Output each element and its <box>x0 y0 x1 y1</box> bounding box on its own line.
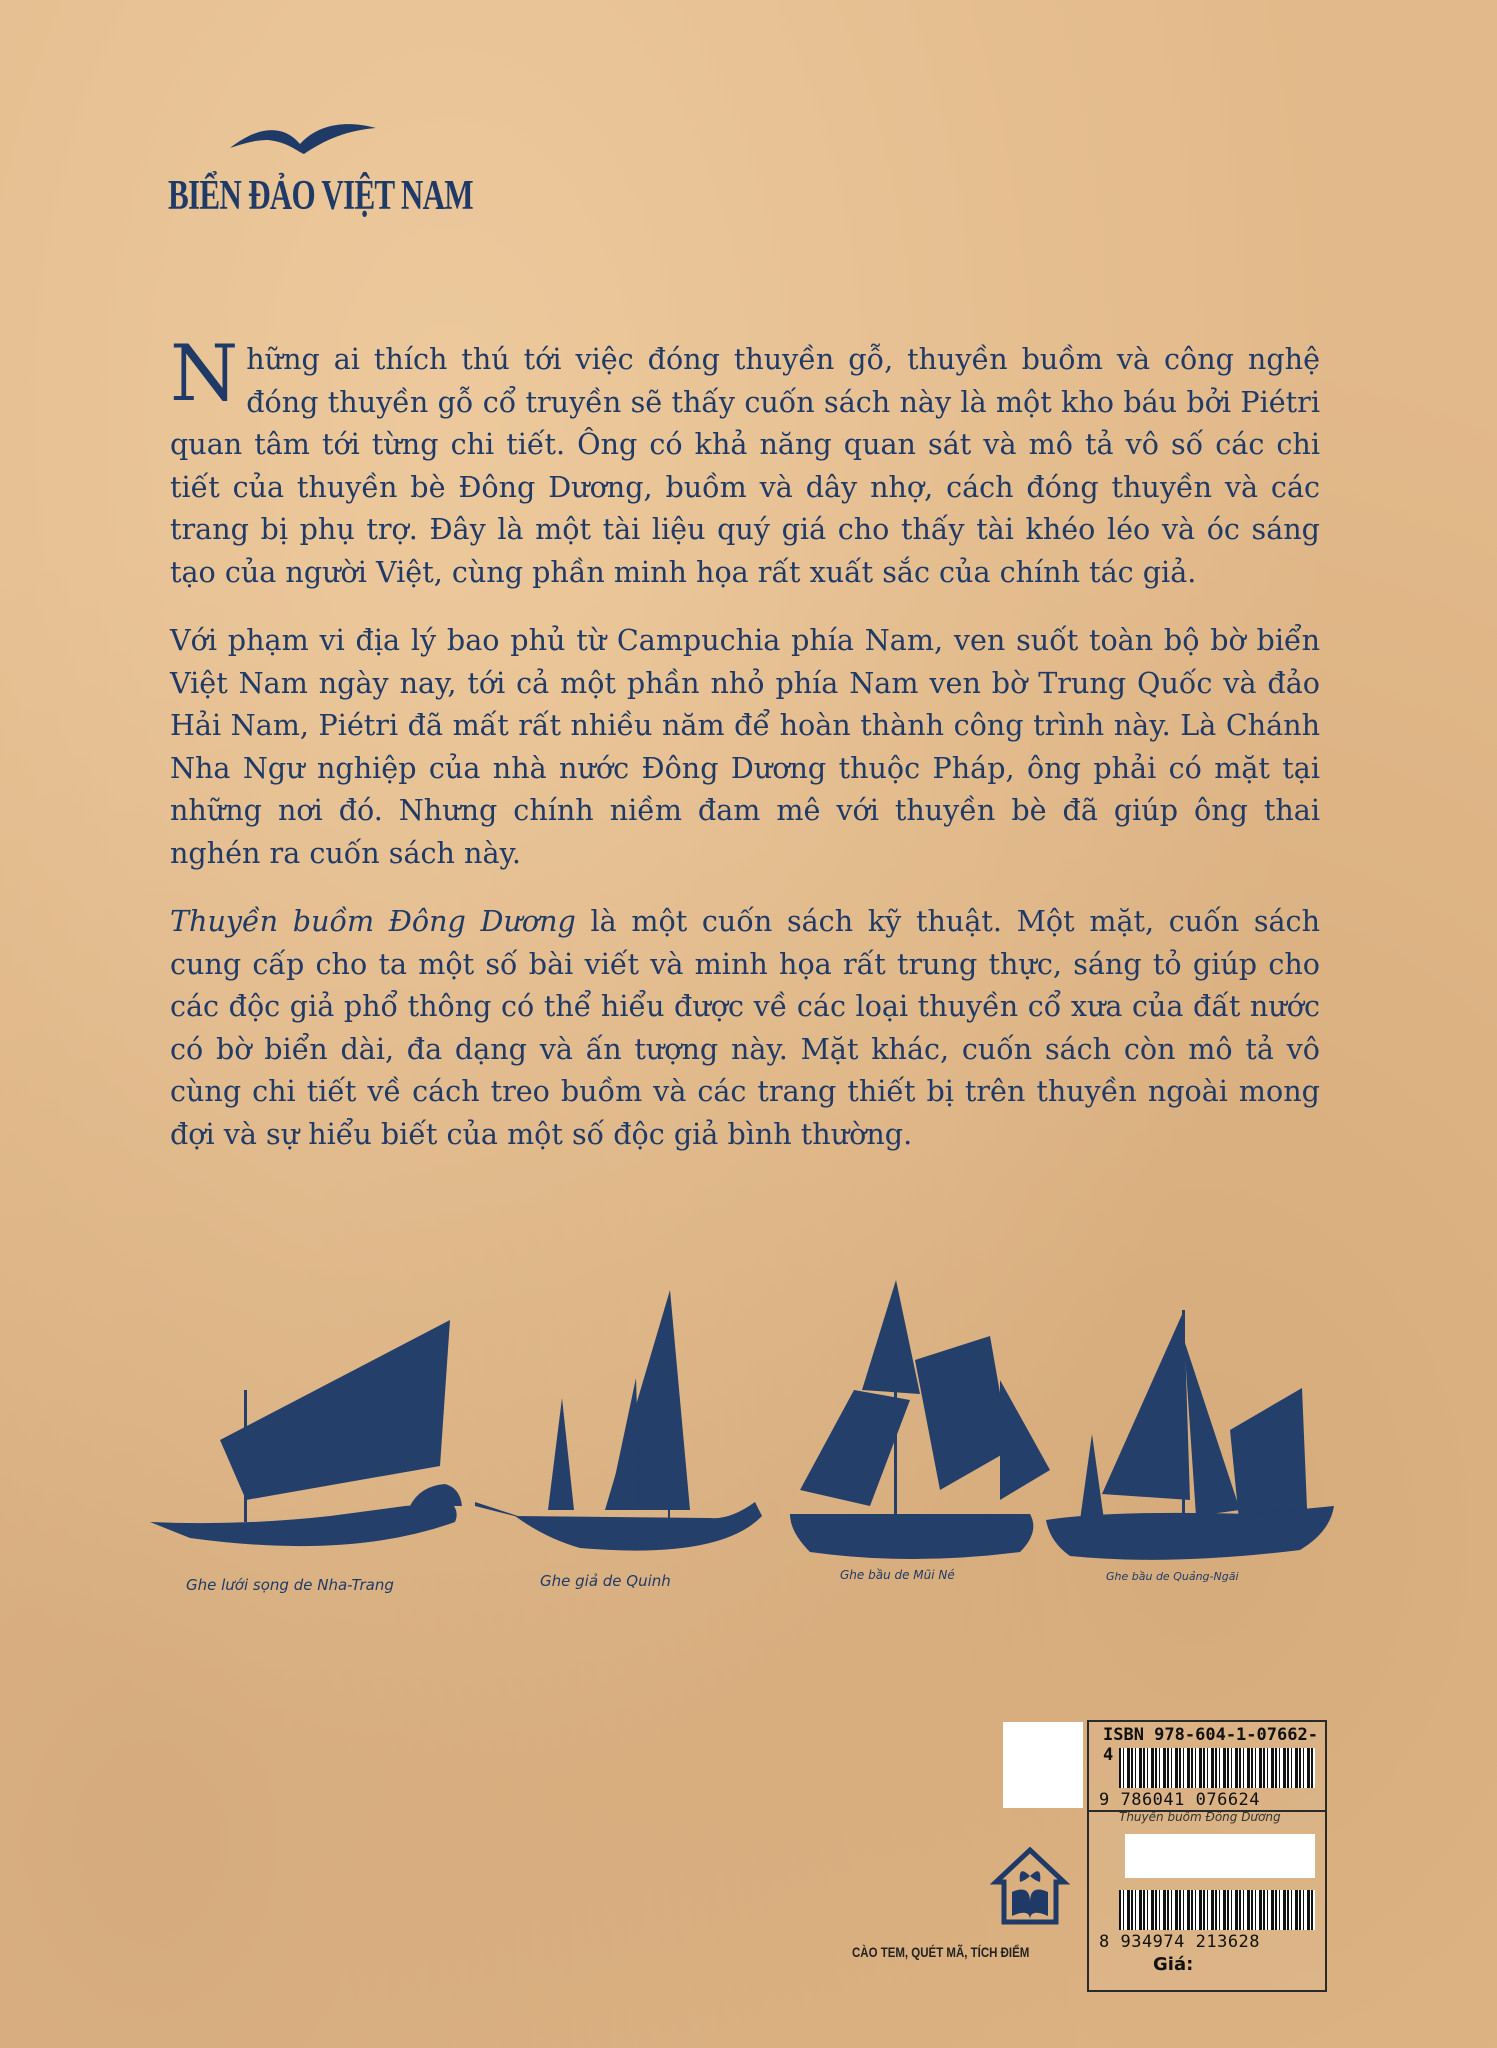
logo-text: BIỂN ĐẢO VIỆT NAM <box>168 173 473 219</box>
ean-barcode <box>1119 1890 1315 1930</box>
book-title-italic: Thuyền buồm Đông Dương <box>170 904 576 938</box>
boat-4-illustration <box>1046 1310 1334 1560</box>
boat-1-illustration <box>150 1320 462 1546</box>
boat-label-2: Ghe giả de Quinh <box>540 1572 671 1590</box>
sailboat-silhouettes <box>150 1270 1340 1590</box>
boat-3-illustration <box>790 1280 1050 1559</box>
boat-label-1: Ghe lưới sọng de Nha-Trang <box>186 1576 394 1594</box>
barcode-block <box>1087 1720 1327 1992</box>
paragraph-3-text: là một cuốn sách kỹ thuật. Một mặt, cuốn sách cung cấp cho ta một số bài viết và minh họa rất trung thực, sáng tỏ giúp cho các độc giả phổ thông có thể hiểu được về các loại thuyền cổ xưa của đất nước có bờ biển dài, đa dạng và ấn tượng này. Mặt khác, cuốn sách còn mô tả vô cùng chi tiết về cách treo buồm và các trang thiết bị trên thuyền ngoài mong đợi và sự hiểu biết của một số độc giả bình thường. <box>170 904 1320 1151</box>
brand-logo <box>168 118 473 228</box>
white-stripe <box>1125 1834 1315 1878</box>
isbn-barcode <box>1119 1748 1315 1788</box>
paragraph-1 <box>170 329 1320 593</box>
boat-illustrations <box>150 1270 1340 1594</box>
paragraph-3 <box>170 900 1320 1155</box>
isbn-label: ISBN 978-604-1-07662-4 <box>1103 1725 1318 1765</box>
boat-label-3: Ghe bầu de Mũi Né <box>840 1568 955 1582</box>
price-label: Giá: <box>1153 1954 1194 1975</box>
publisher-logo <box>990 1842 1070 1936</box>
barcode-title: Thuyền buồm Đông Dương <box>1119 1810 1281 1824</box>
house-book-icon <box>990 1842 1070 1932</box>
boat-2-illustration <box>475 1290 762 1551</box>
white-sticker <box>1003 1722 1083 1808</box>
paragraph-1-text: hững ai thích thú tới việc đóng thuyền gỗ, thuyền buồm và công nghệ đóng thuyền gỗ cổ truyền sẽ thấy cuốn sách này là một kho báu bởi Piétri quan tâm tới từng chi tiết. Ông có khả năng quan sát và mô tả vô số các chi tiết của thuyền bè Đông Dương, buồm và dây nhợ, cách đóng thuyền và các trang bị phụ trợ. Đây là một tài liệu quý giá cho thấy tài khéo léo và óc sáng tạo của người Việt, cùng phần minh họa rất xuất sắc của chính tác giả. <box>170 342 1320 589</box>
paragraph-2: Với phạm vi địa lý bao phủ từ Campuchia phía Nam, ven suốt toàn bộ bờ biển Việt Nam ngày nay, tới cả một phần nhỏ phía Nam ven bờ Trung Quốc và đảo Hải Nam, Piétri đã mất rất nhiều năm để hoàn thành công trình này. Là Chánh Nha Ngư nghiệp của nhà nước Đông Dương thuộc Pháp, ông phải có mặt tại những nơi đó. Nhưng chính niềm đam mê với thuyền bè đã giúp ông thai nghén ra cuốn sách này. <box>170 623 1320 870</box>
isbn-digits: 9 786041 076624 <box>1099 1790 1261 1810</box>
drop-cap: N <box>170 329 239 419</box>
ean-digits: 8 934974 213628 <box>1099 1932 1261 1952</box>
seagull-icon <box>228 118 378 168</box>
back-cover-text <box>170 329 1320 1181</box>
scratch-tagline: CÀO TEM, QUÉT MÃ, TÍCH ĐIỂM <box>852 1944 1030 1960</box>
boat-label-4: Ghe bầu de Quảng-Ngãi <box>1106 1570 1239 1583</box>
